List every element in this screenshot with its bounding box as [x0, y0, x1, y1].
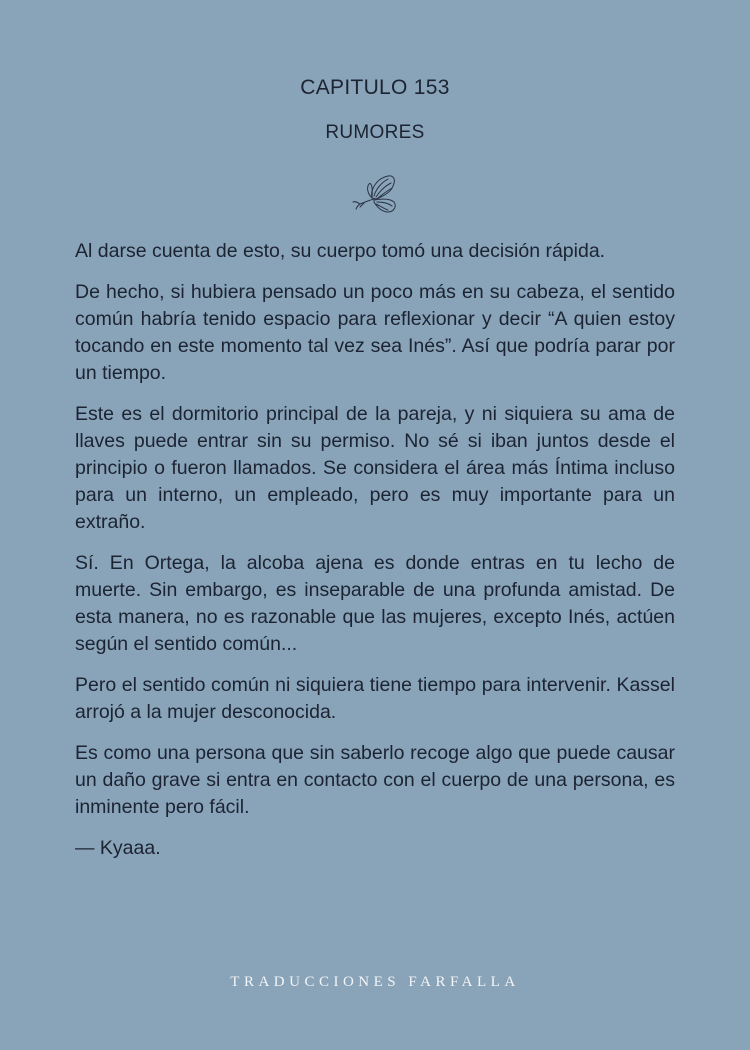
- chapter-body: [75, 238, 675, 876]
- paragraph-4: Sí. En Ortega, la alcoba ajena es donde entras en tu lecho de muerte. Sin embargo, es inseparable de una profunda amistad. De esta manera, no es razonable que las mujeres, excepto Inés, actúen según el sentido común...: [75, 552, 675, 655]
- chapter-subtitle: RUMORES: [325, 122, 425, 143]
- butterfly-icon: [350, 174, 400, 218]
- translator-credit: TRADUCCIONES FARFALLA: [230, 974, 520, 990]
- paragraph-3: Este es el dormitorio principal de la pareja, y ni siquiera su ama de llaves puede entrar sin su permiso. No sé si iban juntos desde el principio o fueron llamados. Se considera el área más Íntima incluso para un interno, un empleado, pero es muy importante para un extraño.: [75, 403, 675, 533]
- chapter-title: CAPITULO 153: [300, 76, 450, 99]
- paragraph-5: Pero el sentido común ni siquiera tiene tiempo para intervenir. Kassel arrojó a la mujer desconocida.: [75, 674, 675, 723]
- paragraph-1: Al darse cuenta de esto, su cuerpo tomó una decisión rápida.: [75, 240, 606, 262]
- paragraph-6: Es como una persona que sin saberlo recoge algo que puede causar un daño grave si entra en contacto con el cuerpo de una persona, es inminente pero fácil.: [75, 742, 675, 818]
- paragraph-7: — Kyaaa.: [75, 837, 161, 859]
- paragraph-2: De hecho, si hubiera pensado un poco más en su cabeza, el sentido común habría tenido espacio para reflexionar y decir “A quien estoy tocando en este momento tal vez sea Inés”. Así que podría parar por un tiempo.: [75, 281, 675, 384]
